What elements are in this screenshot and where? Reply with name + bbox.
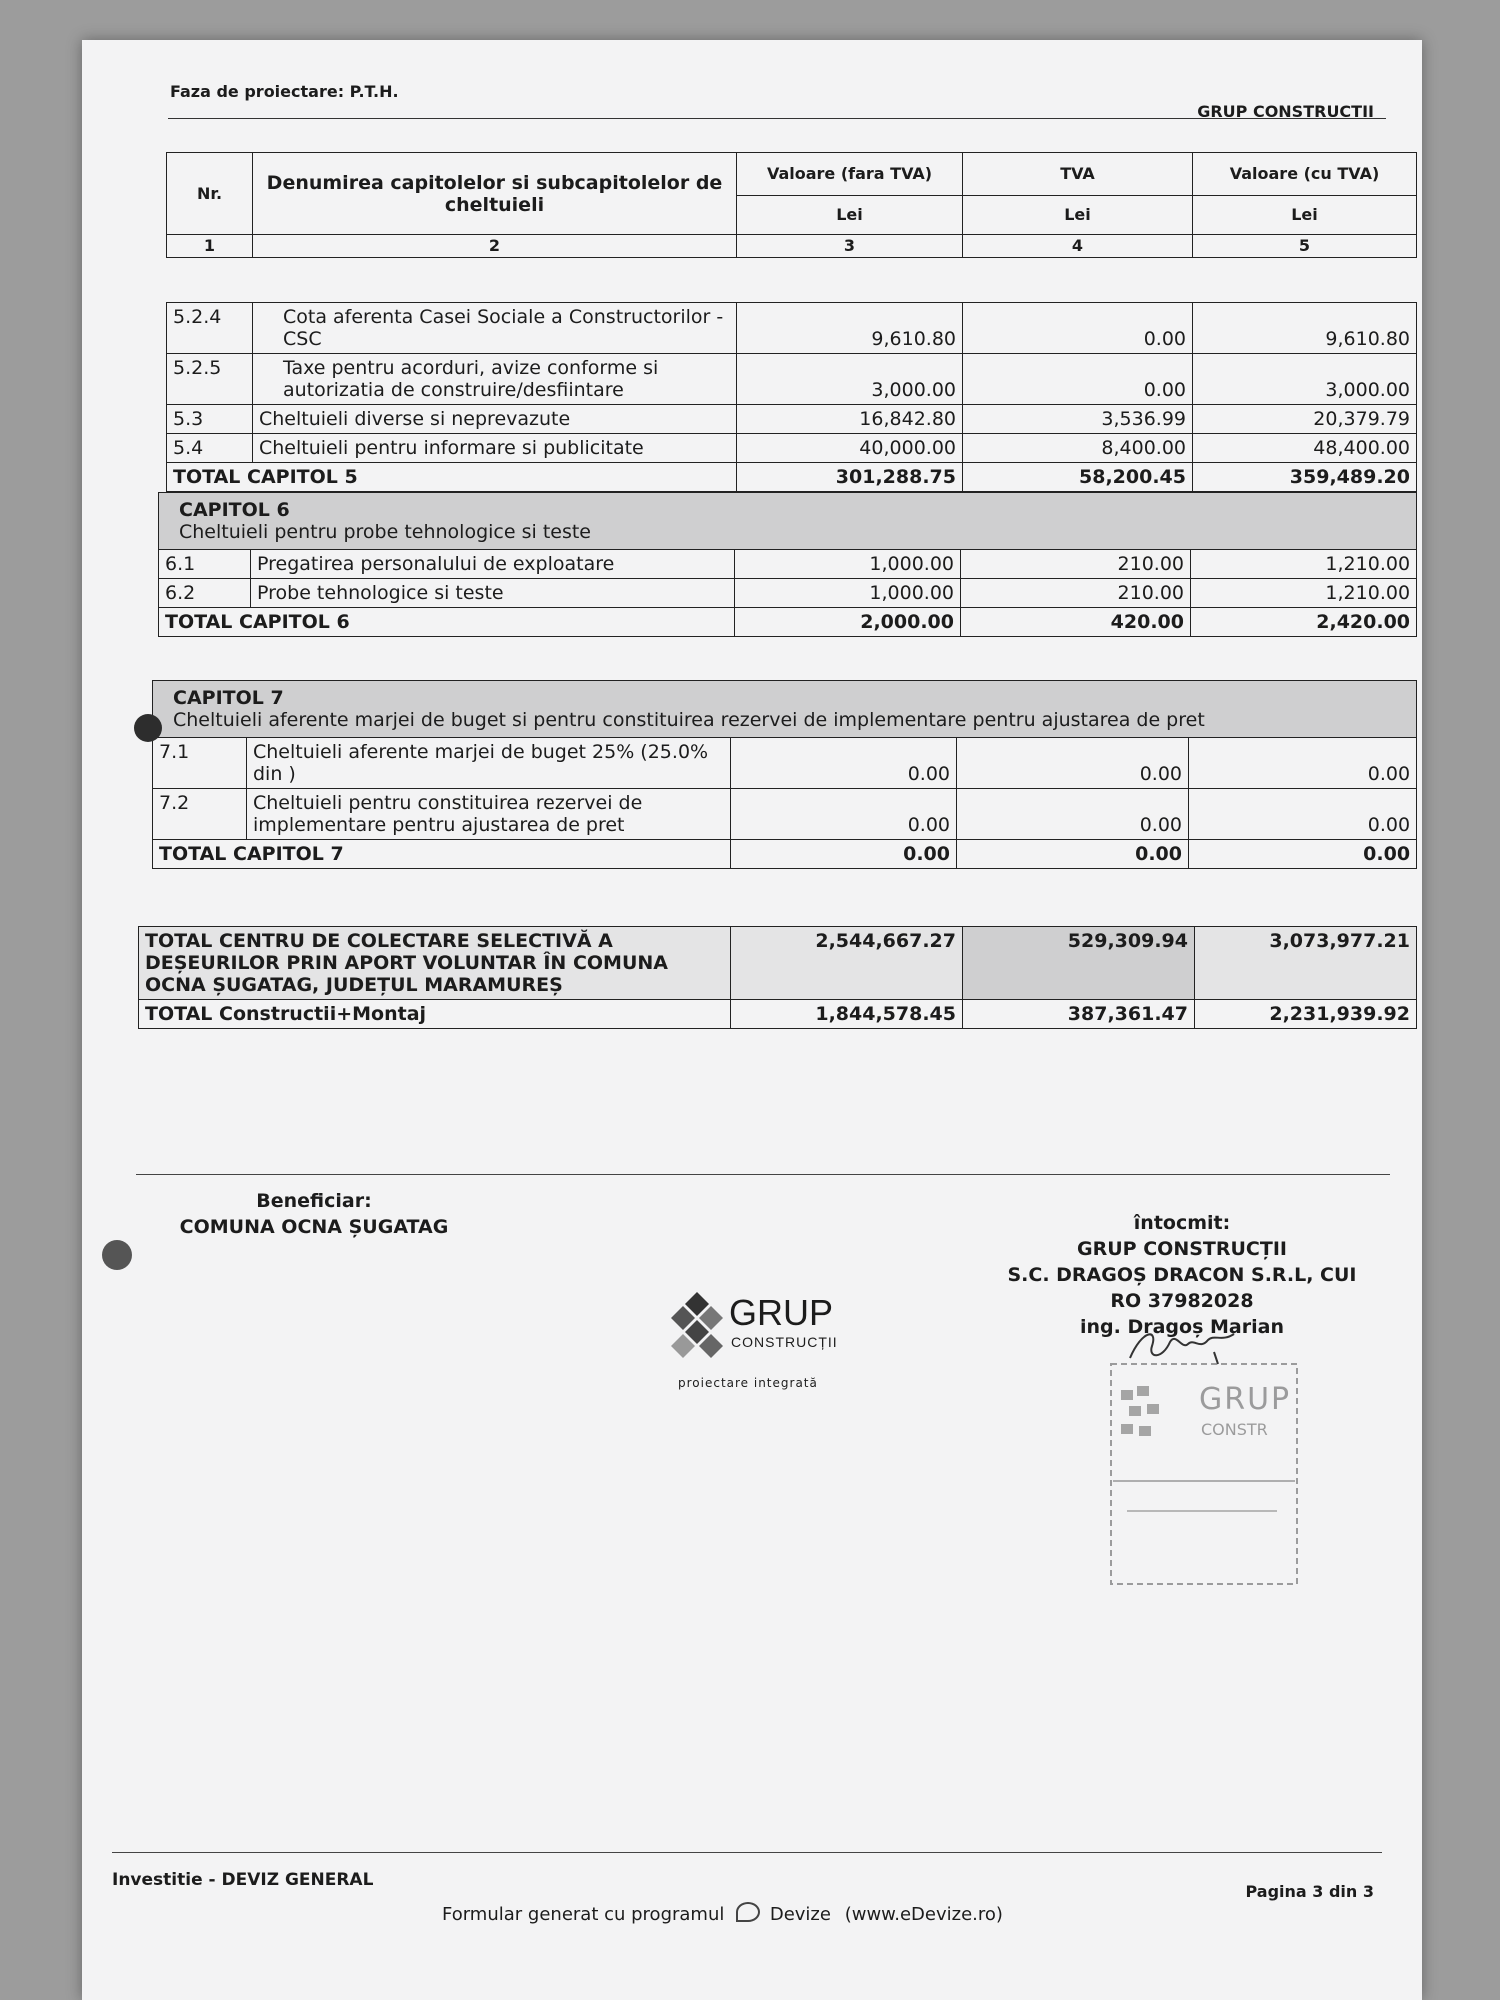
- footer-document-type: Investitie - DEVIZ GENERAL: [112, 1870, 374, 1890]
- row-number: 5.4: [167, 434, 253, 463]
- cm-total-label: TOTAL Constructii+Montaj: [139, 1000, 731, 1029]
- row-number: 7.1: [153, 738, 247, 789]
- col-denumire-header: Denumirea capitolelor si subcapitolelor de cheltuieli: [253, 153, 737, 235]
- signature-divider: [136, 1174, 1390, 1175]
- row-name: Cota aferenta Casei Sociale a Constructorilor - CSC: [253, 303, 737, 354]
- total-row: [167, 463, 1417, 492]
- total-label: TOTAL CAPITOL 7: [153, 840, 731, 869]
- row-name: Cheltuieli pentru informare si publicitate: [253, 434, 737, 463]
- grand-total-with-vat: 3,073,977.21: [1195, 927, 1417, 1000]
- total-with-vat: 2,420.00: [1191, 608, 1417, 637]
- table-row: [167, 434, 1417, 463]
- total-no-vat: 2,000.00: [735, 608, 961, 637]
- beneficiary-label: Beneficiar:: [256, 1190, 372, 1212]
- value-with-vat: 3,000.00: [1193, 354, 1417, 405]
- total-label: TOTAL CAPITOL 5: [167, 463, 737, 492]
- grand-total-no-vat: 2,544,667.27: [731, 927, 963, 1000]
- cm-total-vat: 387,361.47: [963, 1000, 1195, 1029]
- logo-word-constructii: CONSTRUCȚII: [731, 1334, 838, 1350]
- table-row: [153, 789, 1417, 840]
- row-name: Cheltuieli pentru constituirea rezervei de implementare pentru ajustarea de pret: [247, 789, 731, 840]
- table-header: [166, 152, 1417, 258]
- chapter-subtitle: Cheltuieli pentru probe tehnologice si teste: [179, 521, 591, 543]
- logo-diamond-icon: [667, 1290, 727, 1360]
- total-label: TOTAL CAPITOL 6: [159, 608, 735, 637]
- chapter-6-table: [158, 492, 1417, 637]
- total-vat: 0.00: [957, 840, 1189, 869]
- table-row: [167, 354, 1417, 405]
- total-row: [153, 840, 1417, 869]
- cm-total-with-vat: 2,231,939.92: [1195, 1000, 1417, 1029]
- value-with-vat: 9,610.80: [1193, 303, 1417, 354]
- total-vat: 420.00: [961, 608, 1191, 637]
- row-number: 5.2.5: [167, 354, 253, 405]
- total-no-vat: 0.00: [731, 840, 957, 869]
- value-with-vat: 0.00: [1189, 738, 1417, 789]
- footer-divider: [112, 1852, 1382, 1853]
- row-number: 6.1: [159, 550, 251, 579]
- col-valoare-cu-header: Valoare (cu TVA): [1193, 153, 1417, 196]
- beneficiary-name: COMUNA OCNA ȘUGATAG: [179, 1216, 449, 1238]
- value-vat: 0.00: [963, 303, 1193, 354]
- beneficiary-block: [154, 1188, 474, 1240]
- value-vat: 0.00: [957, 738, 1189, 789]
- value-vat: 210.00: [961, 579, 1191, 608]
- chapter-subtitle: Cheltuieli aferente marjei de buget si pentru constituirea rezervei de implementare pentru ajustarea de pret: [173, 709, 1205, 731]
- logo-tagline: proiectare integrată: [678, 1376, 818, 1390]
- total-no-vat: 301,288.75: [737, 463, 963, 492]
- punch-hole-icon: [102, 1240, 132, 1270]
- row-name: Cheltuieli diverse si neprevazute: [253, 405, 737, 434]
- value-vat: 3,536.99: [963, 405, 1193, 434]
- prepared-by-label: întocmit:: [1133, 1212, 1231, 1234]
- company-header: GRUP CONSTRUCTII: [1197, 102, 1374, 121]
- total-vat: 58,200.45: [963, 463, 1193, 492]
- grand-total-vat: 529,309.94: [963, 927, 1195, 1000]
- value-no-vat: 0.00: [731, 789, 957, 840]
- value-with-vat: 1,210.00: [1191, 579, 1417, 608]
- generator-brand: Devize: [769, 1904, 831, 1925]
- header-divider: [168, 118, 1386, 119]
- prepared-by-engineer: ing. Dragoș Marian: [1080, 1316, 1284, 1338]
- chapter-7-table: [152, 680, 1417, 869]
- col-valoare-fara-header: Valoare (fara TVA): [737, 153, 963, 196]
- col-tva-header: TVA: [963, 153, 1193, 196]
- col-number: 3: [737, 235, 963, 258]
- value-vat: 0.00: [963, 354, 1193, 405]
- row-name: Probe tehnologice si teste: [251, 579, 735, 608]
- row-number: 5.2.4: [167, 303, 253, 354]
- col-number: 1: [167, 235, 253, 258]
- row-name: Pregatirea personalului de exploatare: [251, 550, 735, 579]
- chapter-title: CAPITOL 6: [179, 499, 290, 521]
- col-nr-header: Nr.: [167, 153, 253, 235]
- company-stamp: [1107, 1360, 1302, 1590]
- value-no-vat: 16,842.80: [737, 405, 963, 434]
- row-number: 7.2: [153, 789, 247, 840]
- value-with-vat: 1,210.00: [1191, 550, 1417, 579]
- devize-logo-icon: [736, 1902, 760, 1922]
- col-lei-label: Lei: [963, 196, 1193, 235]
- grand-total-row: [139, 927, 1417, 1000]
- prepared-by-firm: S.C. DRAGOȘ DRACON S.R.L, CUI: [1007, 1264, 1357, 1286]
- total-row: [159, 608, 1417, 637]
- row-number: 5.3: [167, 405, 253, 434]
- row-name: Taxe pentru acorduri, avize conforme si autorizatia de construire/desfiintare: [253, 354, 737, 405]
- value-vat: 8,400.00: [963, 434, 1193, 463]
- value-with-vat: 0.00: [1189, 789, 1417, 840]
- value-no-vat: 9,610.80: [737, 303, 963, 354]
- grand-total-table: [138, 926, 1417, 1029]
- total-with-vat: 359,489.20: [1193, 463, 1417, 492]
- col-lei-label: Lei: [737, 196, 963, 235]
- table-row: [159, 550, 1417, 579]
- value-with-vat: 20,379.79: [1193, 405, 1417, 434]
- prepared-by-cui: RO 37982028: [1110, 1290, 1254, 1312]
- prepared-by-company: GRUP CONSTRUCȚII: [1077, 1238, 1287, 1260]
- col-number: 2: [253, 235, 737, 258]
- cm-total-row: [139, 1000, 1417, 1029]
- footer-generator: [442, 1902, 1003, 1925]
- value-no-vat: 3,000.00: [737, 354, 963, 405]
- value-no-vat: 40,000.00: [737, 434, 963, 463]
- col-number: 5: [1193, 235, 1417, 258]
- generator-url: (www.eDevize.ro): [844, 1904, 1003, 1925]
- chapter-5-table: [166, 302, 1417, 492]
- value-no-vat: 1,000.00: [735, 579, 961, 608]
- stamp-subtext: CONSTR: [1201, 1420, 1268, 1439]
- chapter-title: CAPITOL 7: [173, 687, 284, 709]
- generator-prefix: Formular generat cu programul: [442, 1904, 725, 1925]
- col-lei-label: Lei: [1193, 196, 1417, 235]
- page-number: Pagina 3 din 3: [1245, 1882, 1374, 1901]
- stamp-text: GRUP: [1199, 1382, 1292, 1417]
- row-name: Cheltuieli aferente marjei de buget 25% (25.0% din ): [247, 738, 731, 789]
- value-vat: 0.00: [957, 789, 1189, 840]
- logo-word-grup: GRUP: [729, 1292, 834, 1333]
- col-number: 4: [963, 235, 1193, 258]
- value-vat: 210.00: [961, 550, 1191, 579]
- chapter-heading: [153, 681, 1417, 738]
- project-phase: Faza de proiectare: P.T.H.: [170, 82, 399, 101]
- value-with-vat: 48,400.00: [1193, 434, 1417, 463]
- table-row: [167, 303, 1417, 354]
- value-no-vat: 1,000.00: [735, 550, 961, 579]
- company-logo: [667, 1290, 867, 1370]
- cm-total-no-vat: 1,844,578.45: [731, 1000, 963, 1029]
- document-page: [82, 40, 1422, 2000]
- chapter-heading: [159, 493, 1417, 550]
- grand-total-label: TOTAL CENTRU DE COLECTARE SELECTIVĂ A DEȘEURILOR PRIN APORT VOLUNTAR ÎN COMUNA OCNA ȘUGATAG, JUDEȚUL MARAMUREȘ: [139, 927, 731, 1000]
- row-number: 6.2: [159, 579, 251, 608]
- value-no-vat: 0.00: [731, 738, 957, 789]
- table-row: [153, 738, 1417, 789]
- table-row: [159, 579, 1417, 608]
- total-with-vat: 0.00: [1189, 840, 1417, 869]
- table-row: [167, 405, 1417, 434]
- punch-hole-icon: [134, 714, 162, 742]
